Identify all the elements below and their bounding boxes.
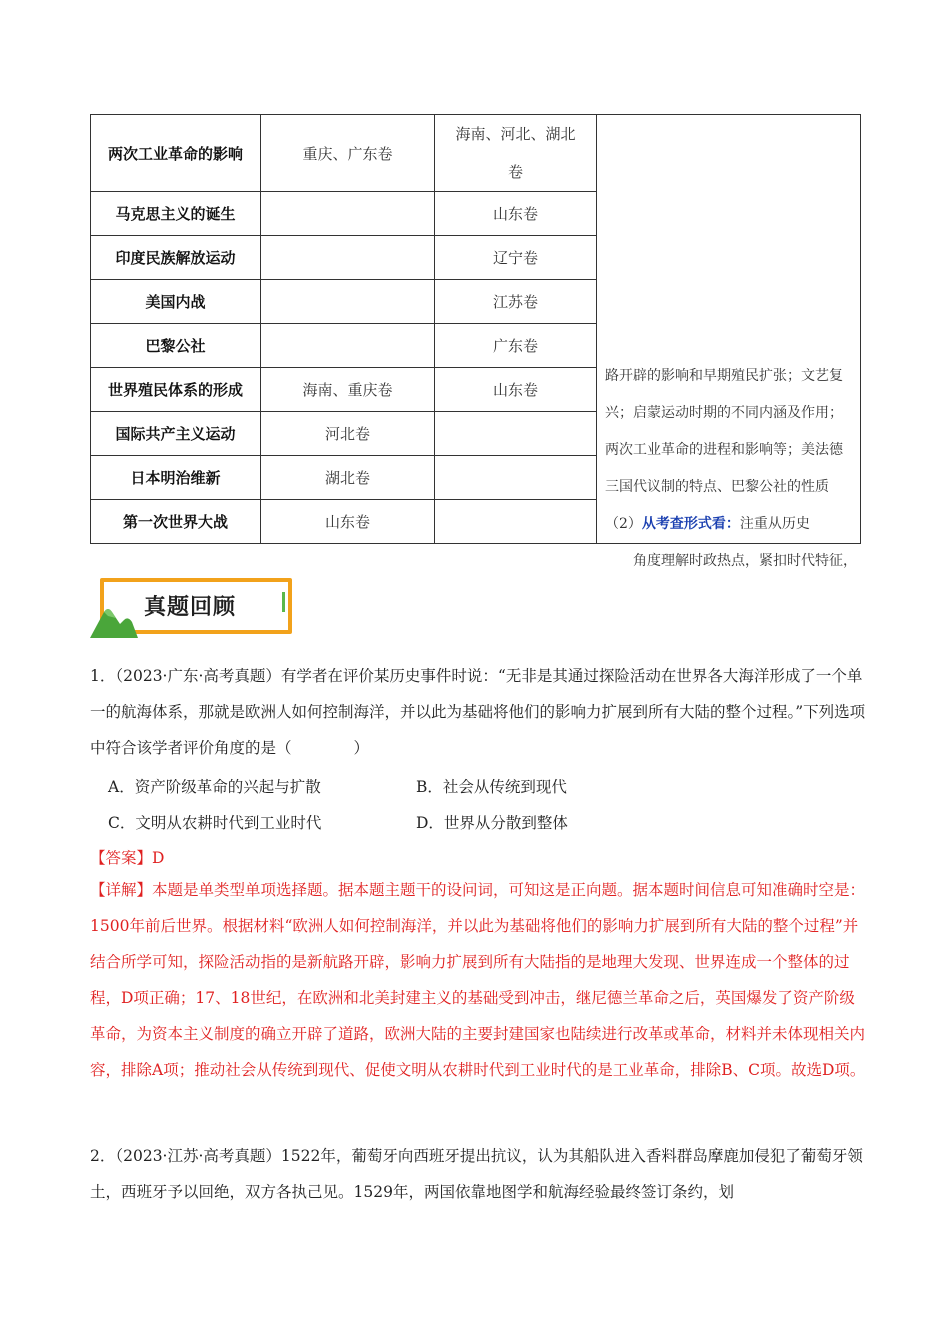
analysis-content: 路开辟的影响和早期殖民扩张；文艺复兴；启蒙运动时期的不同内涵及作用；两次工业革命的进程和影响等；美法德三国代议制的特点、巴黎公社的性质 bbox=[605, 368, 843, 495]
analysis-number: （2） bbox=[605, 516, 642, 532]
section-header-badge bbox=[90, 578, 295, 638]
table-cell-col2 bbox=[261, 280, 435, 324]
table-cell-topic: 马克思主义的诞生 bbox=[91, 192, 261, 236]
table-cell-col2: 重庆、广东卷 bbox=[261, 115, 435, 192]
question-1-stem: 1．（2023·广东·高考真题）有学者在评价某历史事件时说：“无非是其通过探险活动在世界各大海洋形成了一个单一的航海体系，那就是欧洲人如何控制海洋，并以此为基础将他们的影响力扩展到所有大陆的整个过程。”下列选项中符合该学者评价角度的是（ ） bbox=[90, 667, 866, 757]
table-cell-col2: 海南、重庆卷 bbox=[261, 368, 435, 412]
analysis-cell bbox=[597, 115, 861, 544]
table-cell-col3 bbox=[435, 115, 597, 192]
badge-accent-bar bbox=[282, 592, 285, 612]
analysis-overflow-line: 角度理解时政热点，紧扣时代特征， bbox=[633, 553, 857, 569]
table-cell-col3-text: 海南、河北、湖北卷 bbox=[455, 125, 576, 181]
option-c: C．文明从农耕时代到工业时代 bbox=[108, 814, 322, 832]
table-cell-col3: 广东卷 bbox=[435, 324, 597, 368]
option-d: D．世界从分散到整体 bbox=[416, 814, 568, 832]
table-cell-col2 bbox=[261, 324, 435, 368]
analysis-highlight: 从考查形式看： bbox=[641, 516, 740, 532]
option-b: B．社会从传统到现代 bbox=[416, 778, 567, 796]
table-cell-topic: 两次工业革命的影响 bbox=[91, 115, 261, 192]
table-cell-topic: 日本明治维新 bbox=[91, 456, 261, 500]
exam-distribution-table bbox=[90, 114, 861, 544]
table-cell-col3: 山东卷 bbox=[435, 192, 597, 236]
answer-label: 【答案】D bbox=[90, 849, 165, 867]
table-cell-topic: 世界殖民体系的形成 bbox=[91, 368, 261, 412]
table-cell-col3 bbox=[435, 412, 597, 456]
table-cell-col3: 江苏卷 bbox=[435, 280, 597, 324]
table-cell-col3 bbox=[435, 456, 597, 500]
hill-icon bbox=[90, 598, 138, 638]
table-cell-col3: 山东卷 bbox=[435, 368, 597, 412]
analysis-text bbox=[597, 358, 859, 543]
answer-detail: 【详解】本题是单类型单项选择题。据本题主题干的设问词，可知这是正向题。据本题时间信息可知准确时空是：1500年前后世界。根据材料“欧洲人如何控制海洋，并以此为基础将他们的影响力扩展到所有大陆的整个过程”并结合所学可知，探险活动指的是新航路开辟，影响力扩展到所有大陆指的是地理大发现、世界连成一个整体的过程，D项正确；17、18世纪，在欧洲和北美封建主义的基础受到冲击，继尼德兰革命之后，英国爆发了资产阶级革命，为资本主义制度的确立开辟了道路，欧洲大陆的主要封建国家也陆续进行改革或革命，材料并未体现相关内容，排除A项；推动社会从传统到现代、促使文明从农耕时代到工业时代的是工业革命，排除B、C项。故选D项。 bbox=[90, 881, 866, 1079]
question-2-stem: 2．（2023·江苏·高考真题）1522年，葡萄牙向西班牙提出抗议，认为其船队进入香料群岛摩鹿加侵犯了葡萄牙领土，西班牙予以回绝，双方各执己见。1529年，两国依靠地图学和航海经验最终签订条约，划 bbox=[90, 1147, 863, 1201]
analysis-tail: 注重从历史 bbox=[739, 516, 810, 532]
table-cell-col2 bbox=[261, 236, 435, 280]
table-cell-col2 bbox=[261, 192, 435, 236]
option-a: A．资产阶级革命的兴起与扩散 bbox=[108, 778, 321, 796]
table-cell-topic: 美国内战 bbox=[91, 280, 261, 324]
table-cell-topic: 国际共产主义运动 bbox=[91, 412, 261, 456]
table-cell-col3 bbox=[435, 500, 597, 544]
table-cell-topic: 印度民族解放运动 bbox=[91, 236, 261, 280]
table-cell-col2: 湖北卷 bbox=[261, 456, 435, 500]
table-cell-topic: 巴黎公社 bbox=[91, 324, 261, 368]
table-cell-topic: 第一次世界大战 bbox=[91, 500, 261, 544]
table-cell-col3: 辽宁卷 bbox=[435, 236, 597, 280]
table-cell-col2: 山东卷 bbox=[261, 500, 435, 544]
section-title: 真题回顾 bbox=[144, 595, 237, 620]
table-cell-col2: 河北卷 bbox=[261, 412, 435, 456]
